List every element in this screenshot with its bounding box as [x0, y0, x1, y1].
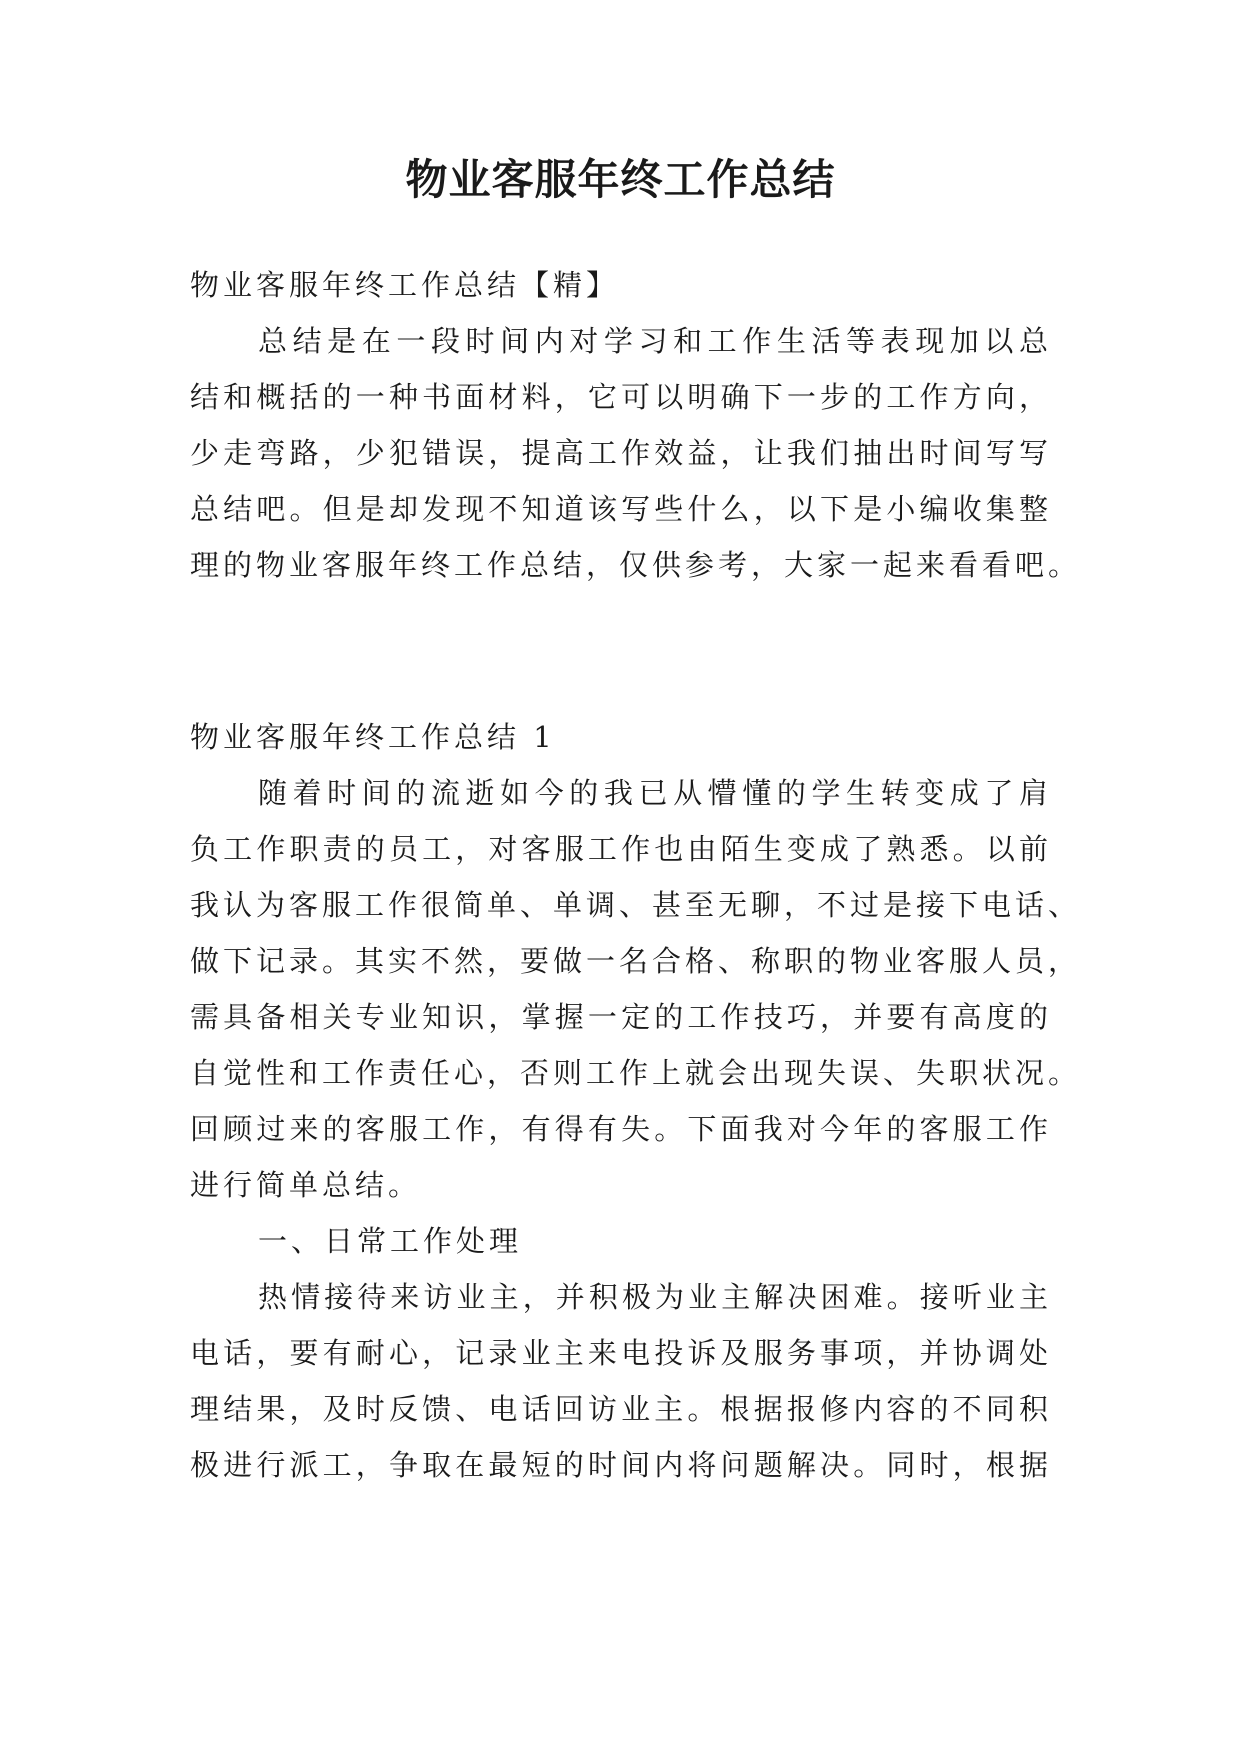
document-title: 物业客服年终工作总结 — [405, 155, 836, 204]
intro-line: 总结是在一段时间内对学习和工作生活等表现加以总 — [258, 324, 1052, 358]
intro-line: 理的物业客服年终工作总结，仅供参考，大家一起来看看吧。 — [190, 548, 1082, 582]
intro-line: 少走弯路，少犯错误，提高工作效益，让我们抽出时间写写 — [190, 436, 1052, 470]
intro-line: 总结吧。但是却发现不知道该写些什么，以下是小编收集整 — [190, 492, 1052, 526]
paragraph-line: 极进行派工，争取在最短的时间内将问题解决。同时，根据 — [190, 1448, 1052, 1482]
intro-heading: 物业客服年终工作总结【精】 — [190, 268, 620, 302]
paragraph-line: 回顾过来的客服工作，有得有失。下面我对今年的客服工作 — [190, 1112, 1052, 1146]
subheading: 一、日常工作处理 — [258, 1224, 523, 1258]
paragraph-line: 理结果，及时反馈、电话回访业主。根据报修内容的不同积 — [190, 1392, 1052, 1426]
paragraph-line: 进行简单总结。 — [190, 1168, 422, 1202]
paragraph-line: 随着时间的流逝如今的我已从懵懂的学生转变成了肩 — [258, 776, 1052, 810]
intro-section — [190, 257, 1082, 593]
section-heading: 物业客服年终工作总结 1 — [190, 720, 556, 754]
section-1 — [190, 709, 1082, 1493]
paragraph-line: 电话，要有耐心，记录业主来电投诉及服务事项，并协调处 — [190, 1336, 1052, 1370]
paragraph-line: 我认为客服工作很简单、单调、甚至无聊，不过是接下电话、 — [190, 888, 1082, 922]
paragraph-line: 自觉性和工作责任心，否则工作上就会出现失误、失职状况。 — [190, 1056, 1082, 1090]
paragraph-line: 需具备相关专业知识，掌握一定的工作技巧，并要有高度的 — [190, 1000, 1052, 1034]
paragraph-line: 热情接待来访业主，并积极为业主解决困难。接听业主 — [258, 1280, 1052, 1314]
paragraph-line: 负工作职责的员工，对客服工作也由陌生变成了熟悉。以前 — [190, 832, 1052, 866]
intro-line: 结和概括的一种书面材料，它可以明确下一步的工作方向， — [190, 380, 1052, 414]
paragraph-line: 做下记录。其实不然，要做一名合格、称职的物业客服人员， — [190, 944, 1082, 978]
